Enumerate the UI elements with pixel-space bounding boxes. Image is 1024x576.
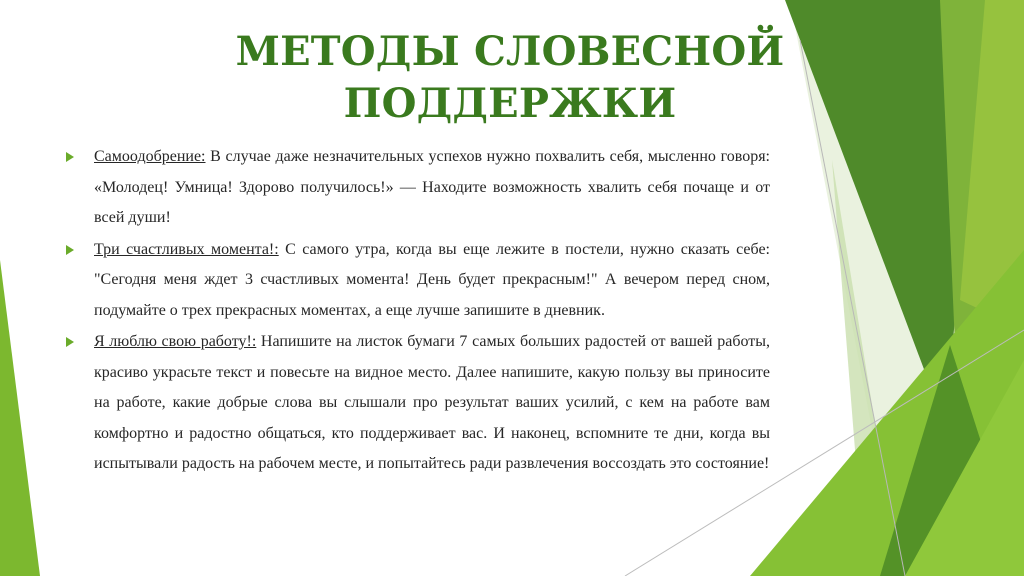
bullet-arrow-icon bbox=[66, 337, 74, 347]
bullet-self-approval bbox=[64, 142, 770, 234]
bullet-text: В случае даже незначительных успехов нужно похвалить себя, мысленно говоря: «Молодец! Умница! Здорово получилось!» — Находите возможность хвалить себя почаще и от всей души! bbox=[94, 148, 770, 226]
bullet-three-happy-moments bbox=[64, 235, 770, 327]
bullet-arrow-icon bbox=[66, 245, 74, 255]
bullet-text: С самого утра, когда вы еще лежите в постели, нужно сказать себе: "Сегодня меня ждет 3 счастливых момента! День будет прекрасным!" А вечером перед сном, подумайте о трех прекрасных моментах, а еще лучше запишите в дневник. bbox=[94, 240, 771, 319]
page-title: МЕТОДЫ СЛОВЕСНОЙ ПОДДЕРЖКИ bbox=[235, 28, 785, 127]
bullet-lead: Самоодобрение: bbox=[94, 148, 206, 165]
bullet-lead: Три счастливых момента!: bbox=[94, 240, 279, 258]
bullet-arrow-icon bbox=[66, 152, 74, 162]
bullet-text: Напишите на листок бумаги 7 самых больших радостей от вашей работы, красиво украсьте текст и повесьте на видное место. Далее напишите, какую пользу вы приносите на работе, какие добрые слова вы слышали про результат ваших усилий, с кем на работе вам комфортно и радостно общаться, кто поддерживает вас. И наконец, вспомните те дни, когда вы испытывали радость на рабочем месте, и попытайтесь ради развлечения воссоздать это состояние! bbox=[94, 333, 770, 472]
bullet-love-my-work bbox=[64, 327, 770, 480]
bullet-list bbox=[64, 142, 770, 481]
bullet-lead: Я люблю свою работу!: bbox=[94, 333, 257, 350]
left-green-triangle bbox=[0, 260, 40, 576]
